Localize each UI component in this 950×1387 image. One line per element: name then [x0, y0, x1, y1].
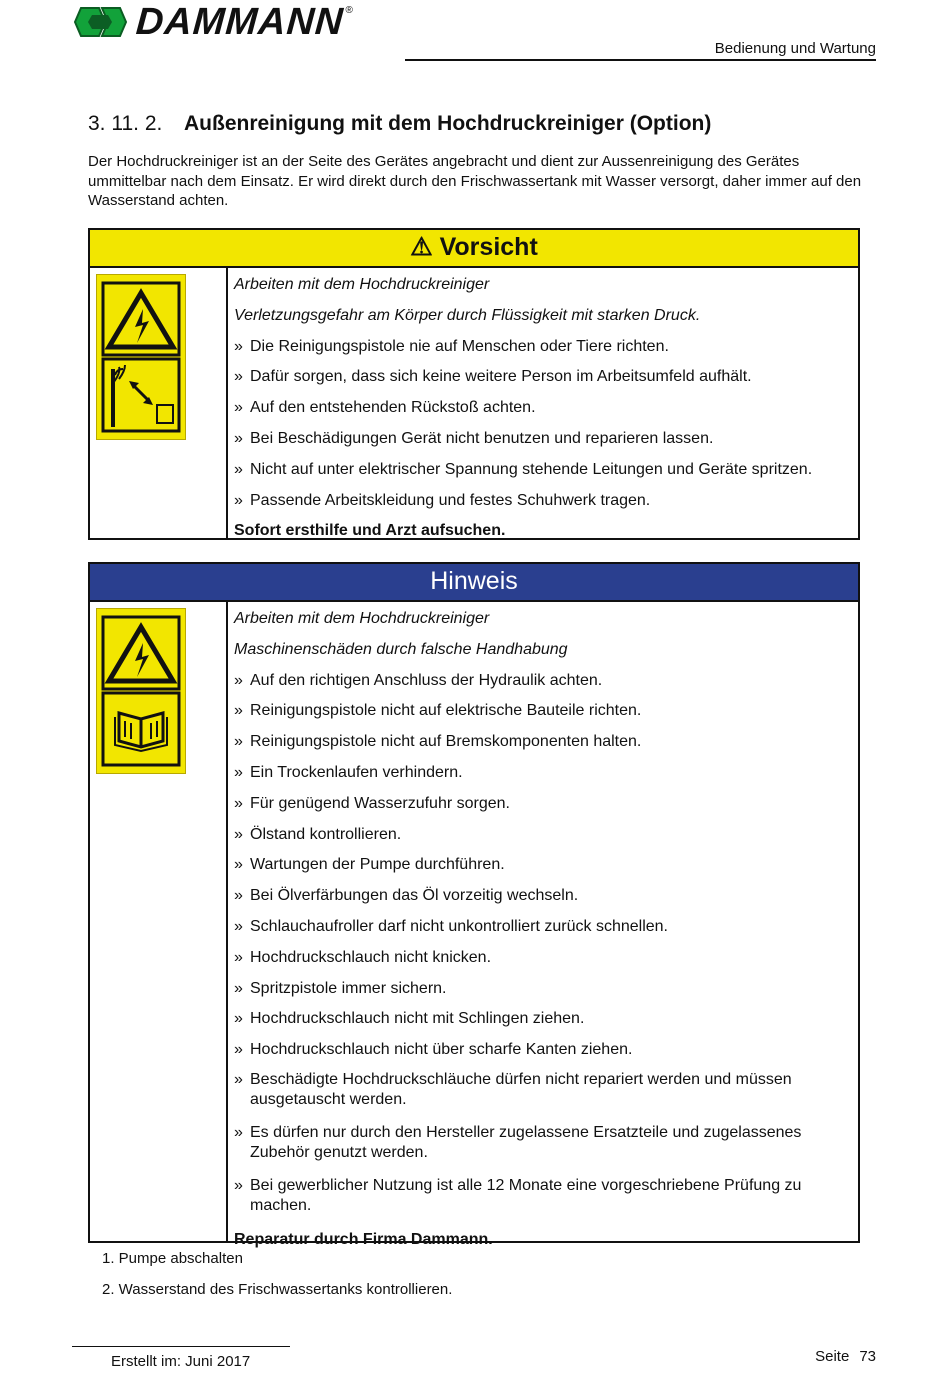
- list-item: » Die Reinigungspistole nie auf Menschen oder Tiere richten.: [234, 337, 669, 355]
- footer-divider: [72, 1346, 290, 1347]
- dammann-hexagon-logo-icon: [72, 6, 130, 38]
- procedure-steps: [102, 1250, 452, 1312]
- section-heading: [88, 112, 711, 136]
- hinweis-footer-note: Reparatur durch Firma Dammann.: [234, 1230, 493, 1248]
- vorsicht-header: [90, 230, 858, 268]
- read-manual-warning-icon: [97, 609, 187, 775]
- brand-logo: [72, 0, 353, 43]
- list-item: » Spritzpistole immer sichern.: [234, 979, 447, 997]
- list-item: » Hochdruckschlauch nicht knicken.: [234, 948, 492, 966]
- footer-created-date: Erstellt im: Juni 2017: [111, 1353, 251, 1370]
- list-item: » Bei gewerblicher Nutzung ist alle 12 Monate eine vorgeschriebene Prüfung zu machen.: [234, 1176, 802, 1214]
- list-item: » Ein Trockenlaufen verhindern.: [234, 763, 463, 781]
- page-number: 73: [859, 1348, 876, 1365]
- footer-page-number: [815, 1348, 876, 1365]
- list-item: » Bei Ölverfärbungen das Öl vorzeitig wechseln.: [234, 887, 579, 905]
- hinweis-content: [228, 602, 858, 1248]
- list-item: » Nicht auf unter elektrischer Spannung stehende Leitungen und Geräte spritzen.: [234, 460, 813, 478]
- section-intro: Der Hochdruckreiniger ist an der Seite des Gerätes angebracht und dient zur Aussenreinigung des Gerätes ummittelbar nach dem Einsatz. Er wird direkt durch den Frischwassertank mit Wasser versorgt, daher immer auf den Wasserstand achten.: [88, 153, 862, 209]
- high-voltage-read-manual-sign: [96, 608, 186, 774]
- list-item: » Auf den richtigen Anschluss der Hydraulik achten.: [234, 671, 603, 689]
- list-item: » Wartungen der Pumpe durchführen.: [234, 856, 505, 874]
- page-label: Seite: [815, 1348, 850, 1365]
- hinweis-header: [90, 564, 858, 602]
- hinweis-subtitle: Arbeiten mit dem Hochdruckreiniger: [234, 610, 490, 627]
- vorsicht-content: [228, 268, 858, 540]
- list-item: » Reinigungspistole nicht auf elektrische Bauteile richten.: [234, 702, 642, 720]
- brand-name: DAMMANN: [134, 0, 346, 43]
- list-item: » Es dürfen nur durch den Hersteller zugelassene Ersatzteile und zugelassenes Zubehör genutzt werden.: [234, 1123, 802, 1161]
- registered-mark: ®: [345, 4, 353, 16]
- header-section-label: Bedienung und Wartung: [714, 40, 876, 57]
- list-item: » Hochdruckschlauch nicht mit Schlingen ziehen.: [234, 1010, 585, 1028]
- high-voltage-spray-warning-sign: [96, 274, 186, 440]
- list-item: » Passende Arbeitskleidung und festes Schuhwerk tragen.: [234, 491, 651, 509]
- vorsicht-subtitle: Arbeiten mit dem Hochdruckreiniger: [234, 276, 490, 293]
- hinweis-hazard: Maschinenschäden durch falsche Handhabung: [234, 640, 568, 658]
- hinweis-notice-box: [88, 562, 860, 1248]
- hinweis-title: Hinweis: [430, 567, 518, 595]
- list-item: » Dafür sorgen, dass sich keine weitere Person im Arbeitsumfeld aufhält.: [234, 368, 752, 386]
- hinweis-pictogram-cell: [90, 602, 228, 1243]
- vorsicht-pictogram-cell: [90, 268, 228, 540]
- section-title: Außenreinigung mit dem Hochdruckreiniger (Option): [184, 112, 712, 135]
- list-item: » Bei Beschädigungen Gerät nicht benutzen und reparieren lassen.: [234, 429, 714, 447]
- high-voltage-warning-icon: [97, 275, 187, 441]
- vorsicht-title: Vorsicht: [439, 233, 538, 261]
- step-item: 2. Wasserstand des Frischwassertanks kontrollieren.: [102, 1281, 453, 1298]
- list-item: » Für genügend Wasserzufuhr sorgen.: [234, 794, 510, 812]
- warning-triangle-icon: ⚠: [410, 233, 433, 261]
- vorsicht-warning-box: [88, 228, 860, 540]
- list-item: » Ölstand kontrollieren.: [234, 825, 402, 843]
- section-number: 3. 11. 2.: [88, 112, 163, 135]
- list-item: » Hochdruckschlauch nicht über scharfe Kanten ziehen.: [234, 1041, 633, 1059]
- vorsicht-hazard: Verletzungsgefahr am Körper durch Flüssigkeit mit starken Druck.: [234, 306, 701, 324]
- list-item: » Beschädigte Hochdruckschläuche dürfen nicht repariert werden und müssen ausgetauscht werden.: [234, 1070, 792, 1108]
- vorsicht-footer-note: Sofort ersthilfe und Arzt aufsuchen.: [234, 522, 506, 540]
- step-item: 1. Pumpe abschalten: [102, 1250, 243, 1267]
- list-item: » Auf den entstehenden Rückstoß achten.: [234, 399, 536, 417]
- list-item: » Schlauchaufroller darf nicht unkontrolliert zurück schnellen.: [234, 917, 668, 935]
- header-divider: [405, 59, 876, 61]
- list-item: » Reinigungspistole nicht auf Bremskomponenten halten.: [234, 733, 642, 751]
